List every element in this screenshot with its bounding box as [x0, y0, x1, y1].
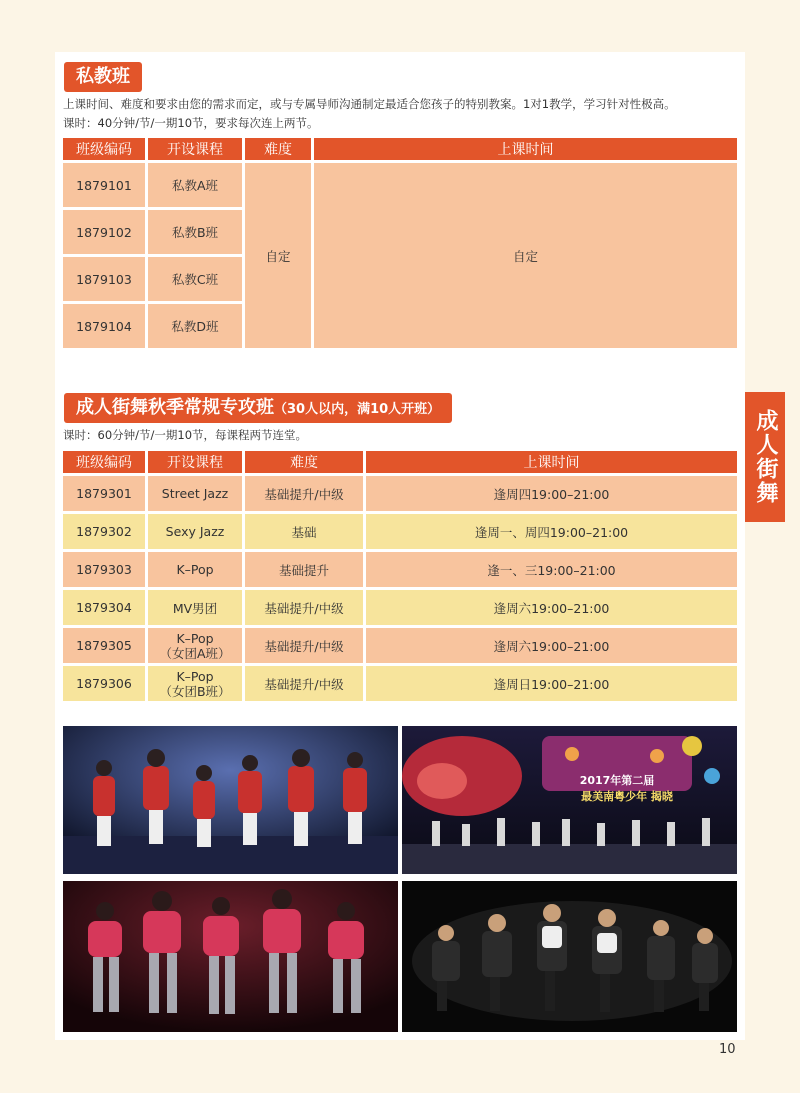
table-row — [63, 476, 737, 511]
header-course: 开设课程 — [148, 138, 242, 160]
side-tab-label: 成人街舞 — [745, 392, 785, 522]
class-level: 基础提升/中级 — [245, 666, 363, 701]
class-course: K–Pop （女团A班） — [148, 628, 242, 663]
class-level: 基础提升 — [245, 552, 363, 587]
adult-class-title-main: 成人街舞秋季常规专攻班 — [76, 397, 274, 418]
table-row — [63, 590, 737, 625]
adult-class-desc: 课时：60分钟/节/一期10节，每课程两节连堂。 — [63, 428, 308, 442]
class-course: 私教B班 — [148, 210, 242, 254]
class-code: 1879302 — [63, 514, 145, 549]
class-level: 基础提升/中级 — [245, 628, 363, 663]
class-code: 1879305 — [63, 628, 145, 663]
table-header-row — [63, 138, 737, 160]
class-level: 基础提升/中级 — [245, 476, 363, 511]
class-time: 逢周四19:00–21:00 — [366, 476, 737, 511]
adult-class-title — [64, 393, 452, 423]
table-row — [63, 628, 737, 663]
class-time: 逢周六19:00–21:00 — [366, 590, 737, 625]
class-code: 1879304 — [63, 590, 145, 625]
photo-stage-kids-red — [63, 726, 398, 874]
header-level: 难度 — [245, 451, 363, 473]
photo-stage-girls-pink — [63, 881, 398, 1032]
class-level: 自定 — [245, 163, 311, 348]
class-code: 1879301 — [63, 476, 145, 511]
class-course: 私教A班 — [148, 163, 242, 207]
header-time: 上课时间 — [314, 138, 737, 160]
table-row — [63, 163, 737, 207]
class-course: 私教C班 — [148, 257, 242, 301]
class-code: 1879102 — [63, 210, 145, 254]
class-course: Street Jazz — [148, 476, 242, 511]
header-time: 上课时间 — [366, 451, 737, 473]
banner-text-2: 最美南粤少年 揭晓 — [581, 790, 673, 803]
adult-class-title-note: （30人以内，满10人开班） — [274, 402, 441, 417]
page-number: 10 — [719, 1042, 736, 1057]
private-class-desc-2: 课时：40分钟/节/一期10节，要求每次连上两节。 — [63, 116, 319, 130]
photo-stage-kids-black — [402, 881, 737, 1032]
class-time: 逢周日19:00–21:00 — [366, 666, 737, 701]
table-row — [63, 552, 737, 587]
private-class-desc-1: 上课时间、难度和要求由您的需求而定，或与专属导师沟通制定最适合您孩子的特别教案。1对1教学，学习针对性极高。 — [63, 97, 676, 111]
class-code: 1879303 — [63, 552, 145, 587]
header-code: 班级编码 — [63, 138, 145, 160]
class-course: MV男团 — [148, 590, 242, 625]
class-course: Sexy Jazz — [148, 514, 242, 549]
class-course: K–Pop — [148, 552, 242, 587]
class-time: 逢周六19:00–21:00 — [366, 628, 737, 663]
header-code: 班级编码 — [63, 451, 145, 473]
header-level: 难度 — [245, 138, 311, 160]
class-code: 1879104 — [63, 304, 145, 348]
class-time: 逢一、三19:00–21:00 — [366, 552, 737, 587]
class-level: 基础提升/中级 — [245, 590, 363, 625]
class-level: 基础 — [245, 514, 363, 549]
class-course: K–Pop （女团B班） — [148, 666, 242, 701]
class-course: 私教D班 — [148, 304, 242, 348]
table-header-row — [63, 451, 737, 473]
table-row — [63, 666, 737, 701]
private-class-title: 私教班 — [64, 62, 142, 92]
banner-text-1: 2017年第二届 — [579, 774, 655, 787]
class-time: 自定 — [314, 163, 737, 348]
photo-stage-banner — [402, 726, 737, 874]
adult-class-table — [60, 448, 740, 704]
class-time: 逢周一、周四19:00–21:00 — [366, 514, 737, 549]
table-row — [63, 514, 737, 549]
private-class-table — [60, 135, 740, 351]
class-code: 1879101 — [63, 163, 145, 207]
header-course: 开设课程 — [148, 451, 242, 473]
class-code: 1879103 — [63, 257, 145, 301]
class-code: 1879306 — [63, 666, 145, 701]
